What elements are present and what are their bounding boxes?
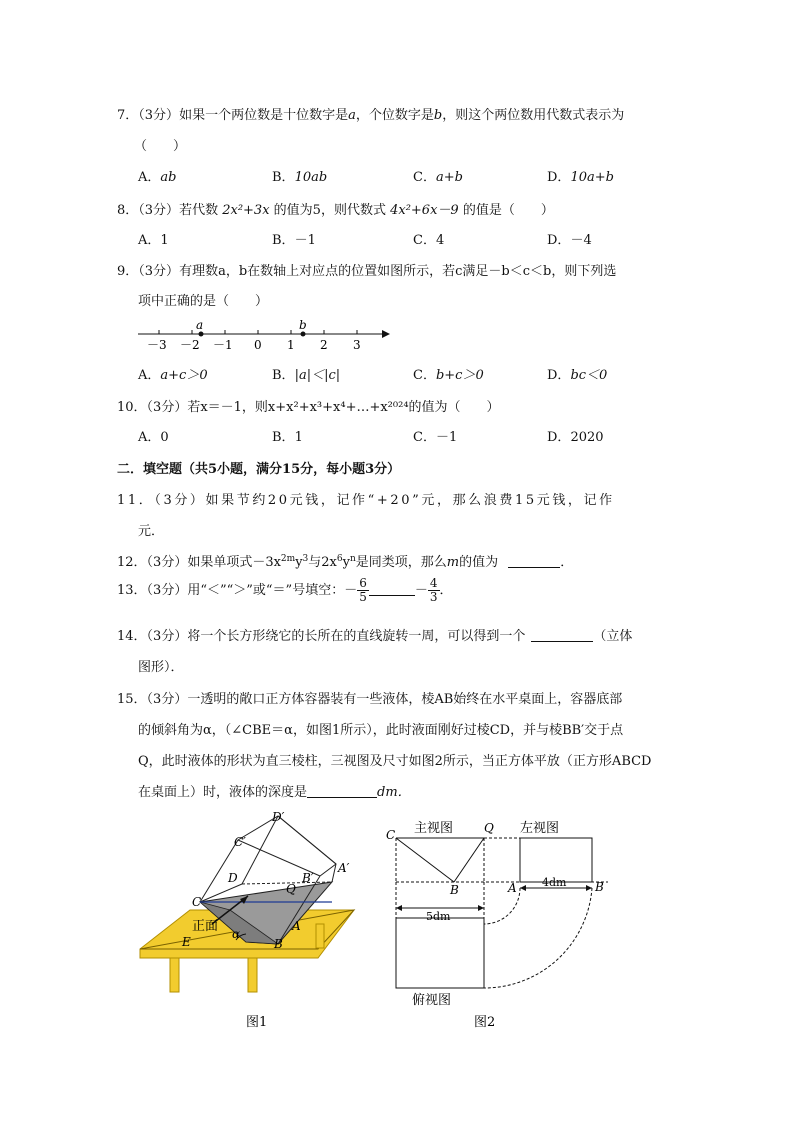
q12-answer-blank[interactable] — [508, 555, 560, 568]
q7-option-c: C．a+b — [413, 170, 463, 185]
table-leg — [248, 958, 257, 992]
svg-text:B: B — [595, 880, 604, 894]
q8-option-c: C．4 — [413, 233, 445, 248]
figure-1 — [136, 806, 362, 1034]
q15-line2: 的倾斜角为α，（∠CBE＝α，如图1所示），此时液面刚好过棱CD，并与棱BB′交于点 — [138, 723, 624, 738]
axis-tick-label: 3 — [353, 338, 361, 352]
svg-text:C′: C′ — [234, 835, 246, 849]
section-heading: 二．填空题（共5小题，满分15分，每小题3分） — [117, 462, 401, 477]
axis-tick-label: 0 — [254, 338, 262, 352]
q9-option-c: C．b+c＞0 — [413, 368, 484, 383]
q7-stem: 7．（3分）如果一个两位数是十位数字是a，个位数字是b，则这个两位数用代数式表示为 — [117, 108, 625, 123]
main-view-label: 主视图 — [414, 821, 454, 836]
axis-tick-label: 2 — [320, 338, 328, 352]
q12-stem: 12．（3分）如果单项式$-3x^{2m}y^3$与$2x^6y^n$是同类项，那么m的值为 ． — [117, 554, 574, 570]
q9-option-d: D．bc＜0 — [547, 368, 608, 383]
svg-text:C: C — [192, 895, 202, 909]
svg-text:A: A — [508, 881, 517, 895]
point-b-label: b — [299, 318, 307, 332]
front-label: 正面 — [192, 919, 219, 934]
svg-text:Q: Q — [286, 882, 296, 896]
q14-line1: 14．（3分）将一个长方形绕它的长所在的直线旋转一周，可以得到一个 （立体 — [117, 629, 633, 644]
svg-text:D′: D′ — [272, 810, 285, 824]
q10-option-b: B．1 — [272, 430, 303, 445]
axis-tick-label: －1 — [213, 338, 233, 352]
svg-text:B: B — [274, 937, 283, 951]
svg-text:Q: Q — [484, 821, 494, 835]
axis-tick-label: －2 — [180, 338, 200, 352]
q9-option-b: B．|a|＜|c| — [272, 368, 341, 383]
q15-line3: Q，此时液体的形状为直三棱柱，三视图及尺寸如图2所示，当正方体平放（正方形ABCD — [138, 754, 652, 769]
q7-paren: （ ） — [134, 139, 187, 154]
q9-option-a: A．a+c＞0 — [138, 368, 208, 383]
q11-line1: 11．（3分）如果节约20元钱，记作“+20”元，那么浪费15元钱，记作 — [117, 493, 615, 508]
q10-option-d: D．2020 — [547, 430, 604, 445]
point-a-label: a — [196, 318, 204, 332]
svg-text:D: D — [228, 871, 238, 885]
q13-answer-blank[interactable] — [369, 583, 415, 596]
axis-tick-label: 1 — [287, 338, 295, 352]
point-a — [199, 332, 204, 337]
table-leg — [316, 924, 324, 948]
svg-text:A′: A′ — [338, 861, 350, 875]
q8-option-a: A．1 — [138, 233, 169, 248]
q15-answer-blank[interactable] — [307, 785, 377, 798]
q8-option-d: D．－4 — [547, 233, 592, 248]
top-view-label: 俯视图 — [412, 993, 452, 1008]
q10-option-a: A．0 — [138, 430, 169, 445]
q13-stem: 13．（3分）用“＜”“＞”或“＝”号填空：－ $\frac{6}{5}$ － $\frac{4}{3}$ ． — [117, 576, 453, 604]
q7-option-d: D．10a+b — [547, 170, 614, 185]
svg-text:A: A — [292, 919, 301, 933]
axis-tick-label: －3 — [147, 338, 167, 352]
q8-option-b: B．－1 — [272, 233, 316, 248]
q14-line2: 图形）． — [138, 660, 184, 675]
q7-option-b: B．10ab — [272, 170, 328, 185]
figure-2-caption: 图2 — [474, 1015, 496, 1030]
dim-4dm: 4dm — [542, 876, 567, 889]
q11-line2: 元． — [138, 524, 165, 539]
svg-text:B′: B′ — [302, 871, 314, 885]
q7-option-a: A．ab — [138, 170, 177, 185]
q10-option-c: C．－1 — [413, 430, 458, 445]
q8-stem: 8．（3分）若代数 2x²+3x 的值为5，则代数式 4x²+6x－9 的值是（ ） — [117, 203, 554, 218]
left-view-label: 左视图 — [520, 821, 560, 836]
table-leg — [170, 958, 179, 992]
number-line — [134, 316, 394, 356]
q9-stem-line2: 项中正确的是（ ） — [138, 294, 269, 309]
svg-text:B: B — [450, 883, 459, 897]
fraction-4-3: $\frac{4}{3}$ — [429, 576, 438, 604]
q15-line4: 在桌面上）时，液体的深度是 dm． — [138, 785, 411, 800]
figure-2 — [378, 814, 608, 1036]
q9-stem: 9．（3分）有理数a，b在数轴上对应点的位置如图所示，若c满足－b＜c＜b，则下列选 — [117, 264, 617, 279]
figure-1-caption: 图1 — [246, 1015, 268, 1030]
svg-text:C: C — [386, 828, 396, 842]
q10-stem: 10．（3分）若x＝－1，则x+x²+x³+x⁴+…+x²⁰²⁴的值为（ ） — [117, 400, 500, 415]
svg-text:α: α — [232, 927, 241, 941]
svg-text:E: E — [182, 935, 191, 949]
top-view-rect — [396, 918, 484, 988]
q15-line1: 15．（3分）一透明的敞口正方体容器装有一些液体，棱AB始终在水平桌面上，容器底部 — [117, 692, 623, 707]
q14-answer-blank[interactable] — [531, 629, 593, 642]
dim-5dm: 5dm — [426, 910, 451, 923]
point-b — [301, 332, 306, 337]
fraction-6-5: $\frac{6}{5}$ — [359, 576, 367, 604]
